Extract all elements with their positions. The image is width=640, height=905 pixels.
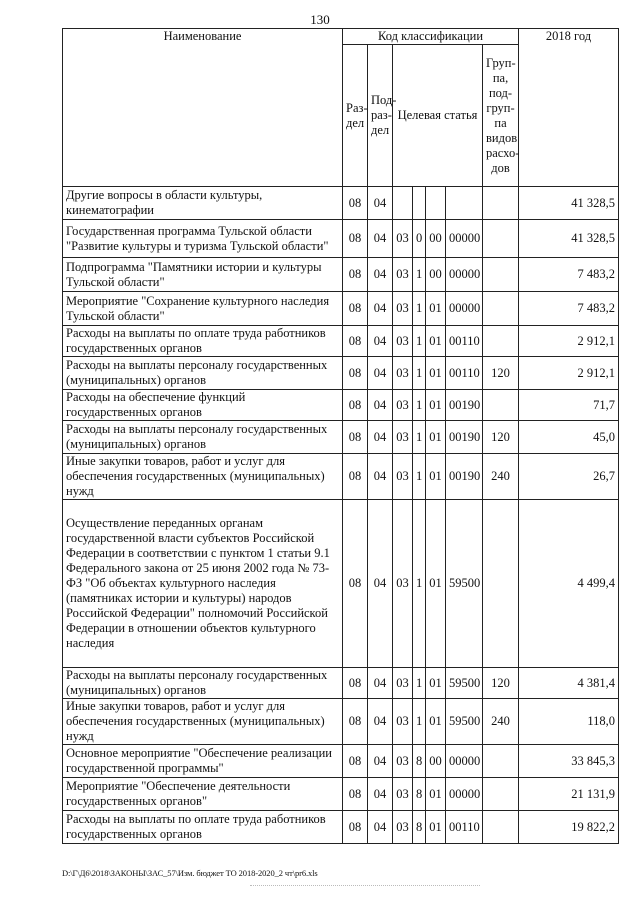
row-target-event-code: 00 [426,258,446,292]
row-expense-group-code [483,811,519,844]
row-subsection-code: 04 [368,778,393,811]
table-body [63,187,619,844]
row-name: Расходы на выплаты персоналу государственных (муниципальных) органов [63,668,343,699]
row-target-program-code: 03 [393,778,413,811]
row-section-code: 08 [343,421,368,454]
row-target-event-code [426,187,446,220]
row-target-subprogram-code: 1 [413,668,426,699]
row-target-event-code: 01 [426,390,446,421]
row-target-event-code: 00 [426,220,446,258]
page-number: 130 [310,12,330,27]
row-subsection-code: 04 [368,187,393,220]
row-target-program-code: 03 [393,258,413,292]
row-section-code: 08 [343,778,368,811]
row-name: Осуществление переданных органам государственной власти субъектов Российской Федерации в соответствии с пунктом 1 статьи 9.1 Федерального закона от 25 июня 2002 года № 73-ФЗ "Об объектах культурного наследия (памятниках истории и культуры) народов Российской Федерации" полномочий Российской Федерации в отношении объектов культурного наследия [63,500,343,668]
row-target-program-code: 03 [393,357,413,390]
row-name: Подпрограмма "Памятники истории и культуры Тульской области" [63,258,343,292]
row-target-program-code: 03 [393,668,413,699]
row-subsection-code: 04 [368,292,393,326]
row-subsection-code: 04 [368,500,393,668]
row-target-program-code: 03 [393,500,413,668]
row-subsection-code: 04 [368,745,393,778]
header-classification: Код классификации [343,29,519,45]
row-target-direction-code: 59500 [446,500,483,668]
row-amount-2018: 21 131,9 [519,778,619,811]
row-subsection-code: 04 [368,421,393,454]
header-section: Раз- дел [343,45,368,187]
table-row [63,500,619,668]
row-target-direction-code: 00000 [446,745,483,778]
table-row [63,258,619,292]
table-row [63,326,619,357]
row-target-subprogram-code: 1 [413,699,426,745]
row-subsection-code: 04 [368,454,393,500]
row-target-program-code: 03 [393,326,413,357]
table-row [63,390,619,421]
row-expense-group-code [483,390,519,421]
row-name: Государственная программа Тульской области "Развитие культуры и туризма Тульской области" [63,220,343,258]
row-target-subprogram-code: 0 [413,220,426,258]
table-row [63,778,619,811]
row-amount-2018: 41 328,5 [519,220,619,258]
row-target-event-code: 01 [426,326,446,357]
table-row [63,745,619,778]
row-target-program-code: 03 [393,421,413,454]
row-expense-group-code: 120 [483,668,519,699]
row-amount-2018: 7 483,2 [519,258,619,292]
row-target-subprogram-code [413,187,426,220]
row-target-direction-code: 00190 [446,390,483,421]
row-section-code: 08 [343,454,368,500]
row-target-event-code: 01 [426,421,446,454]
table-header [63,29,619,187]
table-row [63,699,619,745]
row-expense-group-code [483,187,519,220]
table-row [63,220,619,258]
row-amount-2018: 7 483,2 [519,292,619,326]
row-target-program-code [393,187,413,220]
row-section-code: 08 [343,668,368,699]
row-target-direction-code: 59500 [446,699,483,745]
row-name: Расходы на выплаты персоналу государственных (муниципальных) органов [63,421,343,454]
row-target-direction-code: 00190 [446,421,483,454]
row-target-program-code: 03 [393,454,413,500]
file-path-footer: D:\Г\Д6\2018\ЗАКОНЫ\ЗАС_57\Изм. бюджет ТО 2018-2020_2 чт\pr6.xls [62,868,318,878]
row-section-code: 08 [343,811,368,844]
row-section-code: 08 [343,500,368,668]
row-target-subprogram-code: 1 [413,421,426,454]
row-section-code: 08 [343,187,368,220]
row-section-code: 08 [343,326,368,357]
row-target-event-code: 01 [426,357,446,390]
row-subsection-code: 04 [368,699,393,745]
row-expense-group-code [483,258,519,292]
row-target-subprogram-code: 1 [413,390,426,421]
row-subsection-code: 04 [368,220,393,258]
row-subsection-code: 04 [368,811,393,844]
row-name: Иные закупки товаров, работ и услуг для обеспечения государственных (муниципальных) нужд [63,454,343,500]
row-target-event-code: 01 [426,500,446,668]
row-subsection-code: 04 [368,390,393,421]
row-subsection-code: 04 [368,258,393,292]
row-expense-group-code [483,220,519,258]
row-expense-group-code: 240 [483,699,519,745]
row-expense-group-code: 120 [483,357,519,390]
row-expense-group-code [483,292,519,326]
row-subsection-code: 04 [368,668,393,699]
row-subsection-code: 04 [368,326,393,357]
row-target-event-code: 01 [426,454,446,500]
table-row [63,421,619,454]
row-amount-2018: 33 845,3 [519,745,619,778]
row-section-code: 08 [343,357,368,390]
row-target-subprogram-code: 8 [413,778,426,811]
row-target-direction-code: 00000 [446,778,483,811]
row-name: Другие вопросы в области культуры, кинематографии [63,187,343,220]
row-name: Расходы на выплаты персоналу государственных (муниципальных) органов [63,357,343,390]
header-name: Наименование [63,29,343,187]
row-section-code: 08 [343,745,368,778]
row-target-direction-code: 00000 [446,258,483,292]
table-row [63,187,619,220]
row-target-program-code: 03 [393,390,413,421]
row-amount-2018: 2 912,1 [519,326,619,357]
row-section-code: 08 [343,220,368,258]
row-section-code: 08 [343,292,368,326]
row-target-direction-code: 59500 [446,668,483,699]
row-amount-2018: 118,0 [519,699,619,745]
row-section-code: 08 [343,258,368,292]
row-target-subprogram-code: 8 [413,811,426,844]
row-target-subprogram-code: 1 [413,454,426,500]
row-name: Мероприятие "Обеспечение деятельности государственных органов" [63,778,343,811]
row-name: Расходы на выплаты по оплате труда работников государственных органов [63,811,343,844]
row-expense-group-code: 120 [483,421,519,454]
budget-table [62,28,619,844]
row-target-direction-code: 00000 [446,292,483,326]
row-target-subprogram-code: 1 [413,500,426,668]
header-subsection: Под- раз- дел [368,45,393,187]
row-target-event-code: 01 [426,778,446,811]
scan-artifact [250,885,480,887]
table-row [63,357,619,390]
row-amount-2018: 4 381,4 [519,668,619,699]
row-amount-2018: 26,7 [519,454,619,500]
row-target-direction-code: 00110 [446,357,483,390]
row-section-code: 08 [343,390,368,421]
row-amount-2018: 71,7 [519,390,619,421]
row-amount-2018: 19 822,2 [519,811,619,844]
row-target-event-code: 01 [426,699,446,745]
row-target-subprogram-code: 1 [413,357,426,390]
row-expense-group-code [483,778,519,811]
row-section-code: 08 [343,699,368,745]
row-amount-2018: 2 912,1 [519,357,619,390]
row-amount-2018: 41 328,5 [519,187,619,220]
table-row [63,668,619,699]
header-year: 2018 год [519,29,619,187]
row-expense-group-code: 240 [483,454,519,500]
row-name: Расходы на обеспечение функций государственных органов [63,390,343,421]
row-target-program-code: 03 [393,699,413,745]
row-subsection-code: 04 [368,357,393,390]
row-target-direction-code [446,187,483,220]
row-target-program-code: 03 [393,292,413,326]
row-amount-2018: 45,0 [519,421,619,454]
row-target-direction-code: 00000 [446,220,483,258]
row-name: Мероприятие "Сохранение культурного наследия Тульской области" [63,292,343,326]
row-target-direction-code: 00110 [446,326,483,357]
row-target-direction-code: 00190 [446,454,483,500]
row-target-event-code: 01 [426,292,446,326]
row-target-program-code: 03 [393,220,413,258]
row-expense-group-code [483,745,519,778]
row-target-program-code: 03 [393,811,413,844]
row-target-subprogram-code: 8 [413,745,426,778]
table-row [63,454,619,500]
row-amount-2018: 4 499,4 [519,500,619,668]
row-target-subprogram-code: 1 [413,326,426,357]
row-target-subprogram-code: 1 [413,258,426,292]
row-target-event-code: 00 [426,745,446,778]
row-name: Иные закупки товаров, работ и услуг для обеспечения государственных (муниципальных) нужд [63,699,343,745]
header-target-article: Целевая статья [393,45,483,187]
table-row [63,811,619,844]
row-target-subprogram-code: 1 [413,292,426,326]
row-expense-group-code [483,500,519,668]
table-row [63,292,619,326]
row-expense-group-code [483,326,519,357]
row-target-direction-code: 00110 [446,811,483,844]
row-name: Расходы на выплаты по оплате труда работников государственных органов [63,326,343,357]
row-name: Основное мероприятие "Обеспечение реализации государственной программы" [63,745,343,778]
row-target-program-code: 03 [393,745,413,778]
row-target-event-code: 01 [426,811,446,844]
header-expense-group: Груп- па, под- груп- па видов расхо- дов [483,45,519,187]
row-target-event-code: 01 [426,668,446,699]
